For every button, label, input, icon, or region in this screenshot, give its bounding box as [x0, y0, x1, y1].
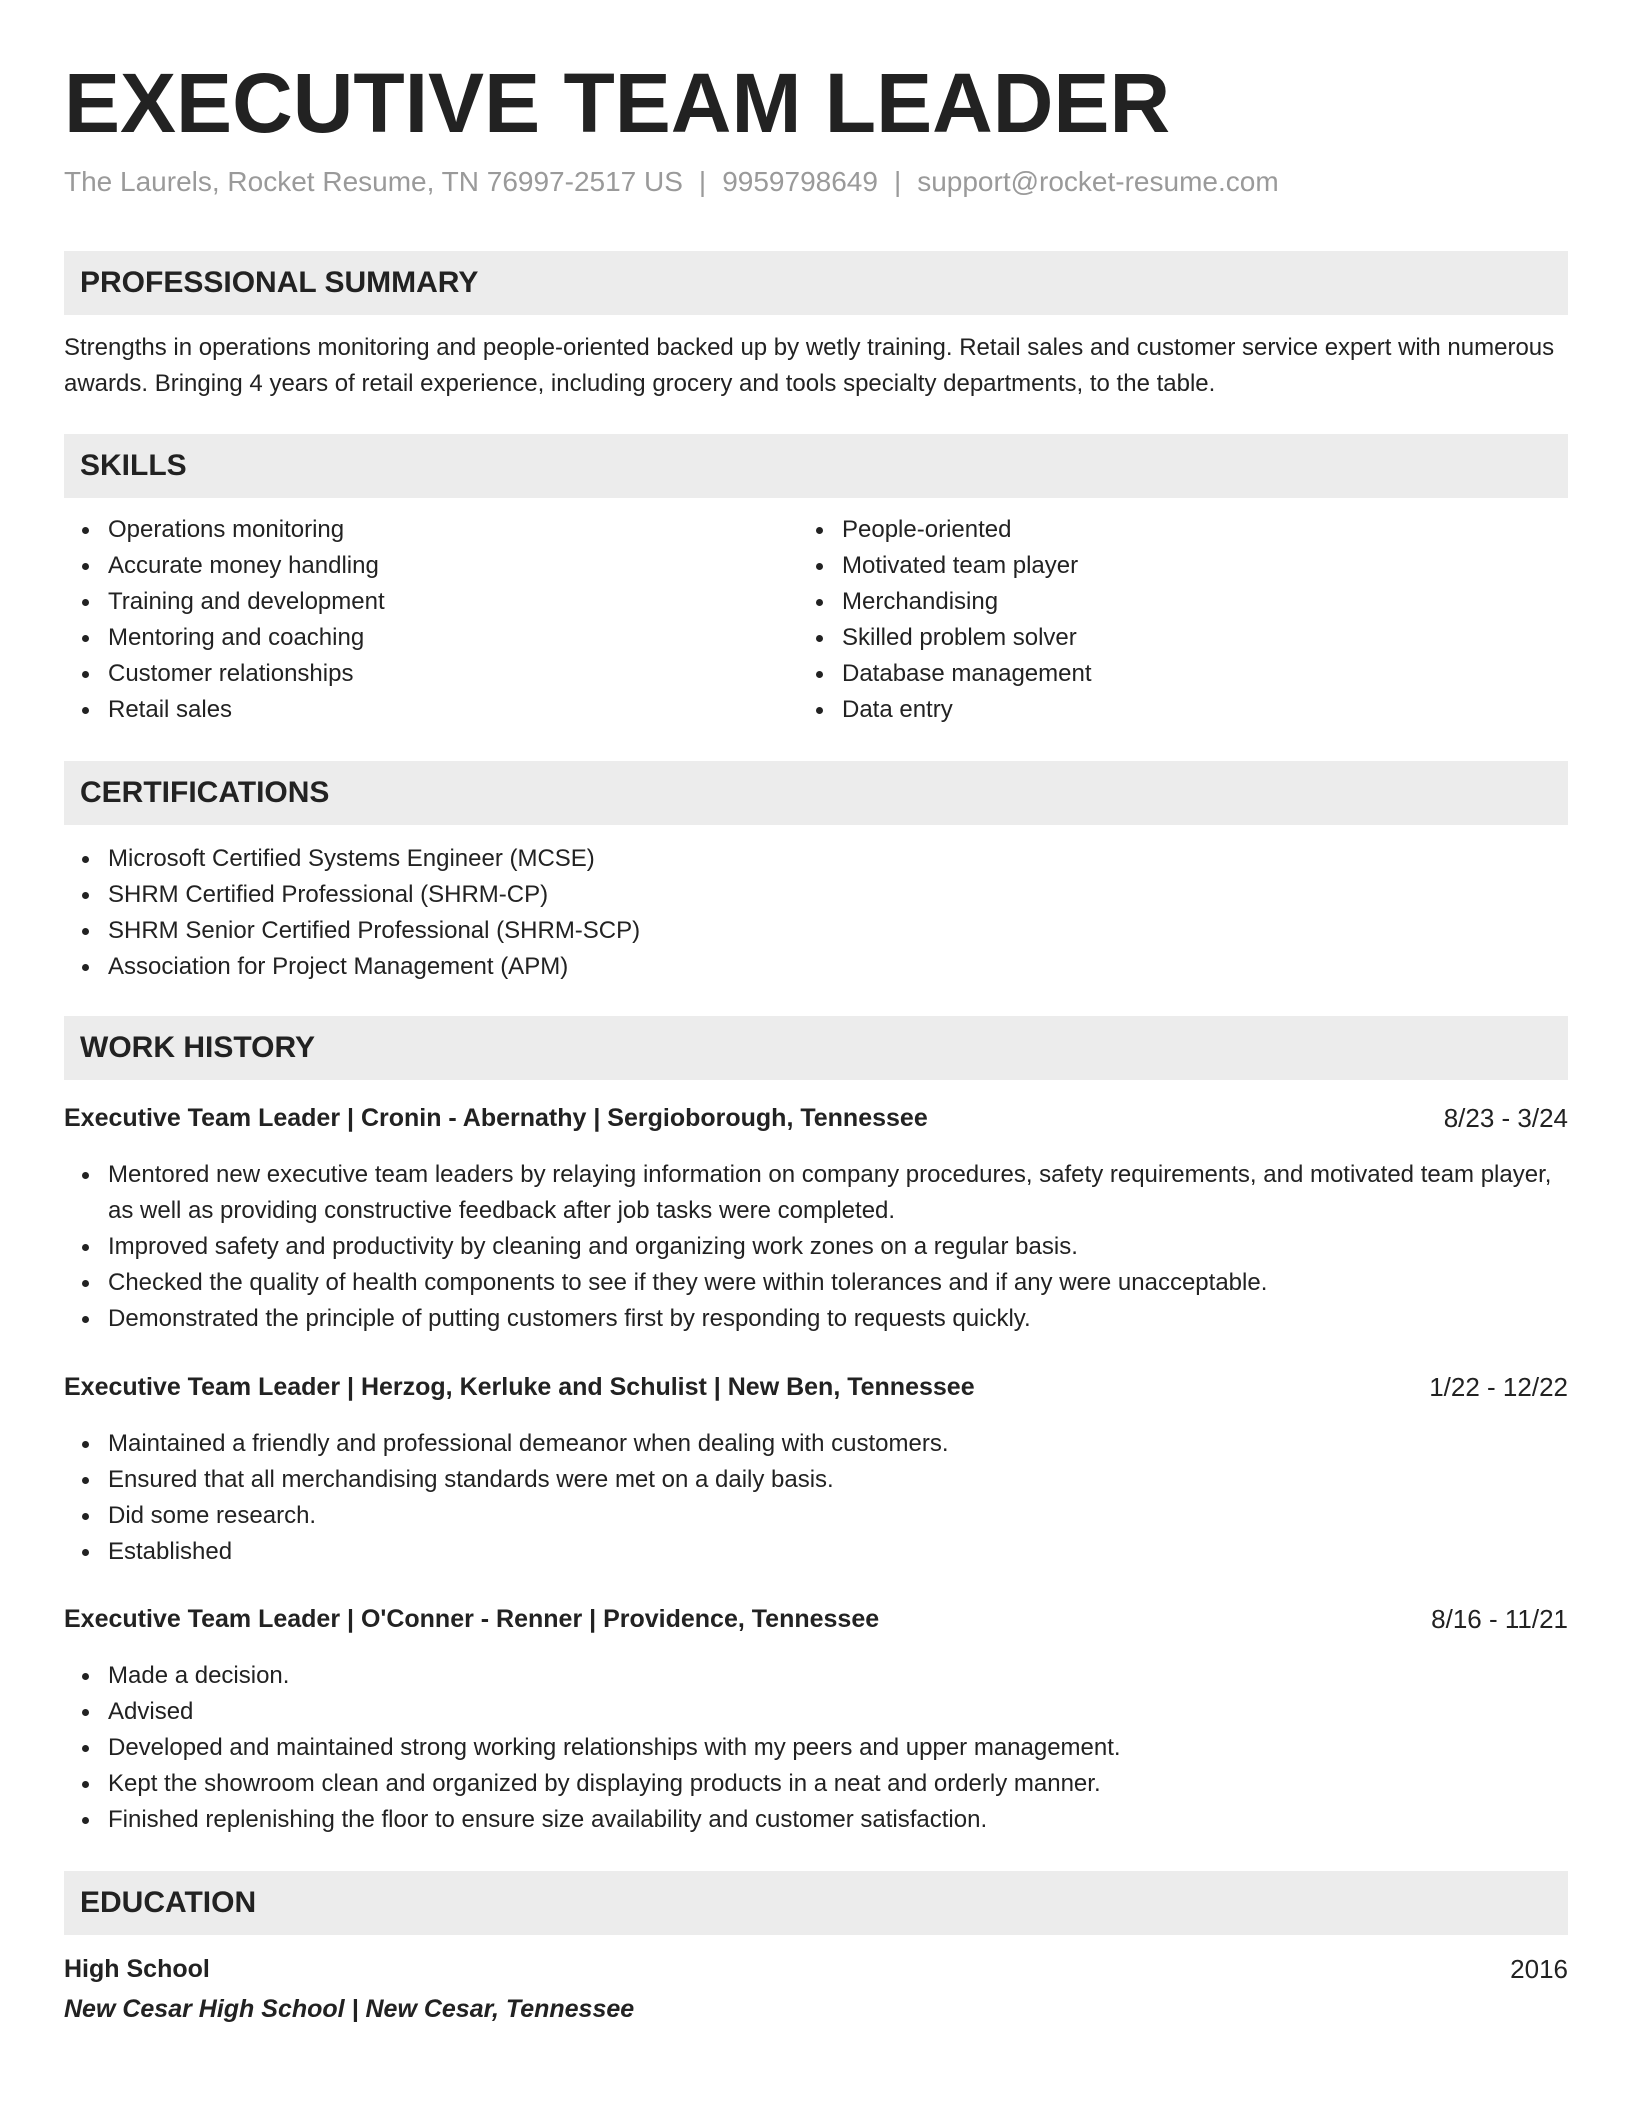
job-bullets: [64, 1426, 1568, 1570]
education-school: New Cesar High School | New Cesar, Tennessee: [64, 1995, 635, 2023]
contact-separator: |: [698, 166, 707, 197]
list-item: Accurate money handling: [108, 548, 385, 584]
list-item: Association for Project Management (APM): [108, 949, 640, 985]
contact-phone: 9959798649: [722, 166, 878, 197]
list-item: Established: [108, 1534, 1568, 1570]
list-item: Merchandising: [842, 584, 1092, 620]
job-bullets: [64, 1157, 1568, 1337]
section-title: WORK HISTORY: [80, 1031, 316, 1064]
list-item: Made a decision.: [108, 1658, 1568, 1694]
certifications-list: [64, 841, 640, 985]
section-header-certifications: [64, 761, 1568, 825]
job-title: Executive Team Leader | Cronin - Abernathy | Sergioborough, Tennessee: [64, 1104, 928, 1132]
contact-line: [64, 166, 1279, 198]
list-item: SHRM Certified Professional (SHRM-CP): [108, 877, 640, 913]
list-item: People-oriented: [842, 512, 1092, 548]
education-degree: High School: [64, 1955, 210, 1983]
list-item: Training and development: [108, 584, 385, 620]
contact-address: The Laurels, Rocket Resume, TN 76997-2517 US: [64, 166, 683, 197]
list-item: Did some research.: [108, 1498, 1568, 1534]
list-item: Motivated team player: [842, 548, 1092, 584]
skills-list-left: [64, 512, 385, 728]
list-item: Finished replenishing the floor to ensure size availability and customer satisfaction.: [108, 1802, 1568, 1838]
list-item: Demonstrated the principle of putting customers first by responding to requests quickly.: [108, 1301, 1568, 1337]
list-item: Advised: [108, 1694, 1568, 1730]
list-item: Data entry: [842, 692, 1092, 728]
list-item: Skilled problem solver: [842, 620, 1092, 656]
contact-separator: |: [893, 166, 902, 197]
job-title: Executive Team Leader | O'Conner - Renner | Providence, Tennessee: [64, 1605, 880, 1633]
list-item: Database management: [842, 656, 1092, 692]
job-dates: 8/16 - 11/21: [1431, 1604, 1568, 1634]
summary-text: Strengths in operations monitoring and people-oriented backed up by wetly training. Retail sales and customer service expert with numerous awards. Bringing 4 years of retail experience, including grocery and tools specialty departments, to the table.: [64, 334, 1555, 397]
skills-list-right: [798, 512, 1092, 728]
list-item: SHRM Senior Certified Professional (SHRM-SCP): [108, 913, 640, 949]
resume-title: EXECUTIVE TEAM LEADER: [64, 56, 1171, 150]
section-header-summary: [64, 251, 1568, 315]
list-item: Maintained a friendly and professional demeanor when dealing with customers.: [108, 1426, 1568, 1462]
section-header-education: [64, 1871, 1568, 1935]
list-item: Microsoft Certified Systems Engineer (MCSE): [108, 841, 640, 877]
list-item: Kept the showroom clean and organized by displaying products in a neat and orderly manner.: [108, 1766, 1568, 1802]
contact-email: support@rocket-resume.com: [917, 166, 1279, 197]
section-title: EDUCATION: [80, 1886, 257, 1919]
section-header-skills: [64, 434, 1568, 498]
section-title: SKILLS: [80, 449, 187, 482]
section-title: CERTIFICATIONS: [80, 776, 330, 809]
section-header-work-history: [64, 1016, 1568, 1080]
list-item: Developed and maintained strong working relationships with my peers and upper management.: [108, 1730, 1568, 1766]
list-item: Mentored new executive team leaders by relaying information on company procedures, safety requirements, and motivated team player, as well as providing constructive feedback after job tasks were completed.: [108, 1157, 1568, 1229]
section-title: PROFESSIONAL SUMMARY: [80, 266, 479, 299]
job-title: Executive Team Leader | Herzog, Kerluke and Schulist | New Ben, Tennessee: [64, 1373, 975, 1401]
list-item: Improved safety and productivity by cleaning and organizing work zones on a regular basis.: [108, 1229, 1568, 1265]
list-item: Customer relationships: [108, 656, 385, 692]
education-year: 2016: [1510, 1954, 1568, 1984]
job-bullets: [64, 1658, 1568, 1838]
job-dates: 8/23 - 3/24: [1443, 1103, 1568, 1133]
list-item: Ensured that all merchandising standards were met on a daily basis.: [108, 1462, 1568, 1498]
list-item: Checked the quality of health components to see if they were within tolerances and if any were unacceptable.: [108, 1265, 1568, 1301]
list-item: Operations monitoring: [108, 512, 385, 548]
list-item: Retail sales: [108, 692, 385, 728]
job-dates: 1/22 - 12/22: [1429, 1372, 1568, 1402]
list-item: Mentoring and coaching: [108, 620, 385, 656]
